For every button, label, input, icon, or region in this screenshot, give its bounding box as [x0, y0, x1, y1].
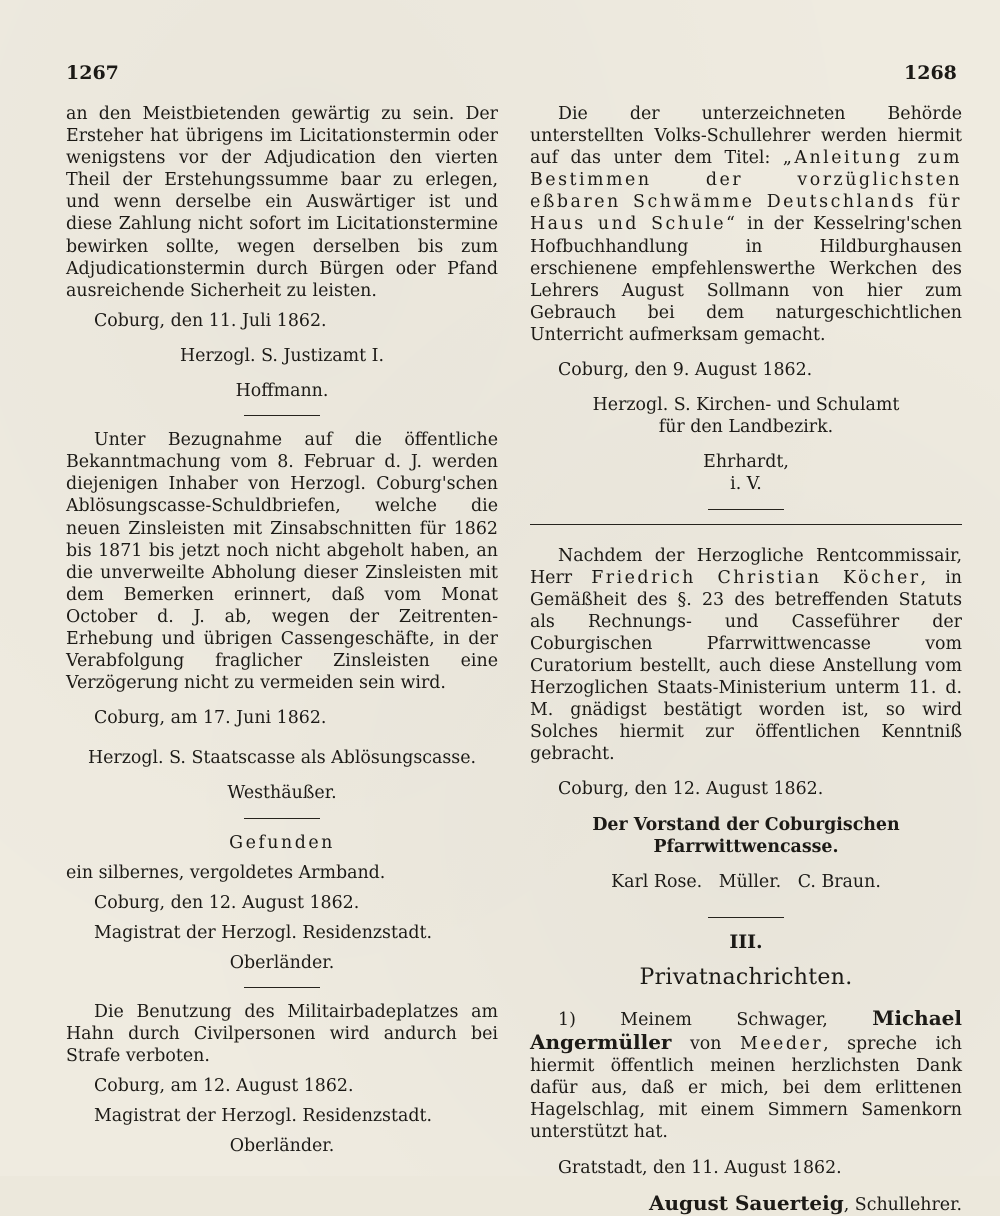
private-notice-name: Michael Angermüller [530, 1006, 962, 1055]
divider [244, 987, 320, 988]
private-notice-date: Gratstadt, den 11. August 1862. [558, 1157, 842, 1178]
divider [244, 818, 320, 819]
private-notice-text [530, 1007, 962, 1144]
page-number-right: 1268 [904, 62, 957, 84]
notice-schoolbook-date: Coburg, den 9. August 1862. [558, 360, 813, 381]
notice-widows-fund-text-a: Nachdem der Herzogliche Rentcommissair, Herr [530, 545, 962, 588]
page-number-left: 1267 [66, 62, 119, 84]
notice-found-signature: Oberländer. [229, 952, 335, 973]
notice-auction-text: an den Meistbietenden gewärtig zu sein. Der Ersteher hat übrigens im Licitationstermin oder wenigstens vor der Adjudication den vierten Theil der Erstehungssumme baar zu erlegen, und wenn derselbe ein Auswärtiger ist und diese Zahlung nicht sofort im Licitationstermine bewirken sollte, wegen derselben bis zum Adjudicationstermin durch Bürgen oder Pfand ausreichende Sicherheit zu leisten. [66, 104, 498, 301]
notice-bathing-date: Coburg, am 12. August 1862. [94, 1076, 354, 1097]
section-number: III. [729, 930, 763, 953]
private-notice-text-c: , spreche ich hiermit öffentlich meinen herzlichsten Dank dafür aus, daß er mich, bei dem erlittenen Hagelschlag, mit einem Simmern Samenkorn unterstützt hat. [530, 1034, 962, 1143]
divider [708, 917, 784, 918]
notice-schoolbook-signature-note: i. V. [730, 474, 762, 495]
notice-widows-fund-text [530, 545, 962, 766]
notice-schoolbook-text [530, 103, 962, 346]
notice-widows-fund-board: Der Vorstand der Coburgischen Pfarrwittwencasse. [592, 814, 900, 857]
notice-found-text: ein silbernes, vergoldetes Armband. [66, 862, 386, 883]
notice-interest-text: Unter Bezugnahme auf die öffentliche Bekanntmachung vom 8. Februar d. J. werden diejenigen Inhaber von Herzogl. Coburg'schen Ablösungscasse-Schuldbriefen, welche die neuen Zinsleisten mit Zinsabschnitten für 1862 bis 1871 bis jetzt noch nicht abgeholt haben, an die unverweilte Abholung dieser Zinsleisten mit dem Bemerken erinnert, daß vom Monat October d. J. ab, wegen der Zeitrenten-Erhebung und übrigen Cassengeschäfte, in der Verabfolgung fraglicher Zinsleisten eine Verzögerung nicht zu vermeiden sein wird. [66, 430, 498, 694]
notice-found-office: Magistrat der Herzogl. Residenzstadt. [94, 922, 432, 943]
divider [244, 415, 320, 416]
notice-bathing-office: Magistrat der Herzogl. Residenzstadt. [94, 1106, 432, 1127]
notice-schoolbook-signature: Ehrhardt, [703, 452, 789, 473]
notice-found-date: Coburg, den 12. August 1862. [94, 892, 360, 913]
notice-widows-fund-text-b: , in Gemäßheit des §. 23 des betreffenden Statuts als Rechnungs- und Casseführer der Coburgischen Pfarrwittwencasse vom Curatorium bestellt, auch diese Anstellung vom Herzoglichen Staats-Ministerium unterm 11. d. M. gnädigst bestätigt worden ist, so wird Solches hiermit zur öffentlichen Kenntniß gebracht. [530, 567, 962, 765]
notice-schoolbook-office-2: für den Landbezirk. [658, 417, 834, 438]
notice-bathing-signature: Oberländer. [229, 1136, 335, 1157]
section-heading: Privatnachrichten. [639, 964, 853, 990]
right-column [530, 103, 962, 1216]
notice-widows-fund-date: Coburg, den 12. August 1862. [558, 779, 824, 800]
divider [708, 509, 784, 510]
private-notice-text-b: von [671, 1034, 740, 1055]
notice-auction-office: Herzogl. S. Justizamt I. [179, 345, 385, 366]
private-notice-signer-name: August Sauerteig [648, 1190, 844, 1215]
notice-auction-date: Coburg, den 11. Juli 1862. [94, 310, 327, 331]
private-notice-signer-role: , Schullehrer. [843, 1194, 962, 1215]
left-column [66, 103, 498, 1158]
notice-interest-office: Herzogl. S. Staatscasse als Ablösungscasse. [87, 748, 477, 769]
notice-auction-signature: Hoffmann. [235, 381, 329, 402]
private-notice-text-a: 1) Meinem Schwager, [558, 1010, 873, 1030]
private-notice-signature [530, 1192, 962, 1216]
notice-schoolbook-text-a: Die der unterzeichneten Behörde unterstellten Volks-Schullehrer werden hiermit auf das unter dem Titel: [530, 104, 962, 169]
notice-widows-fund-signers: Karl Rose. Müller. C. Braun. [611, 871, 881, 892]
divider-long [530, 524, 962, 525]
notice-found-title: Gefunden [229, 832, 335, 853]
notice-schoolbook-office-1: Herzogl. S. Kirchen- und Schulamt [592, 395, 900, 416]
notice-interest-date: Coburg, am 17. Juni 1862. [94, 708, 327, 729]
notice-widows-fund-name: Friedrich Christian Köcher [591, 567, 921, 588]
notice-schoolbook-text-b: in der Kesselring'schen Hofbuchhandlung in Hildburghausen erschienene empfehlenswerthe Werkchen des Lehrers August Sollmann von hier zum Gebrauch bei dem naturgeschichtlichen Unterricht aufmerksam gemacht. [530, 214, 963, 345]
notice-interest-signature: Westhäußer. [227, 783, 337, 804]
notice-schoolbook-title: „Anleitung zum Bestimmen der vorzüglichsten eßbaren Schwämme Deutschlands für Haus und Schule“ [530, 148, 963, 235]
notice-bathing-text: Die Benutzung des Militairbadeplatzes am Hahn durch Civilpersonen wird andurch bei Strafe verboten. [66, 1002, 498, 1067]
private-notice-place: Meeder [739, 1034, 824, 1055]
